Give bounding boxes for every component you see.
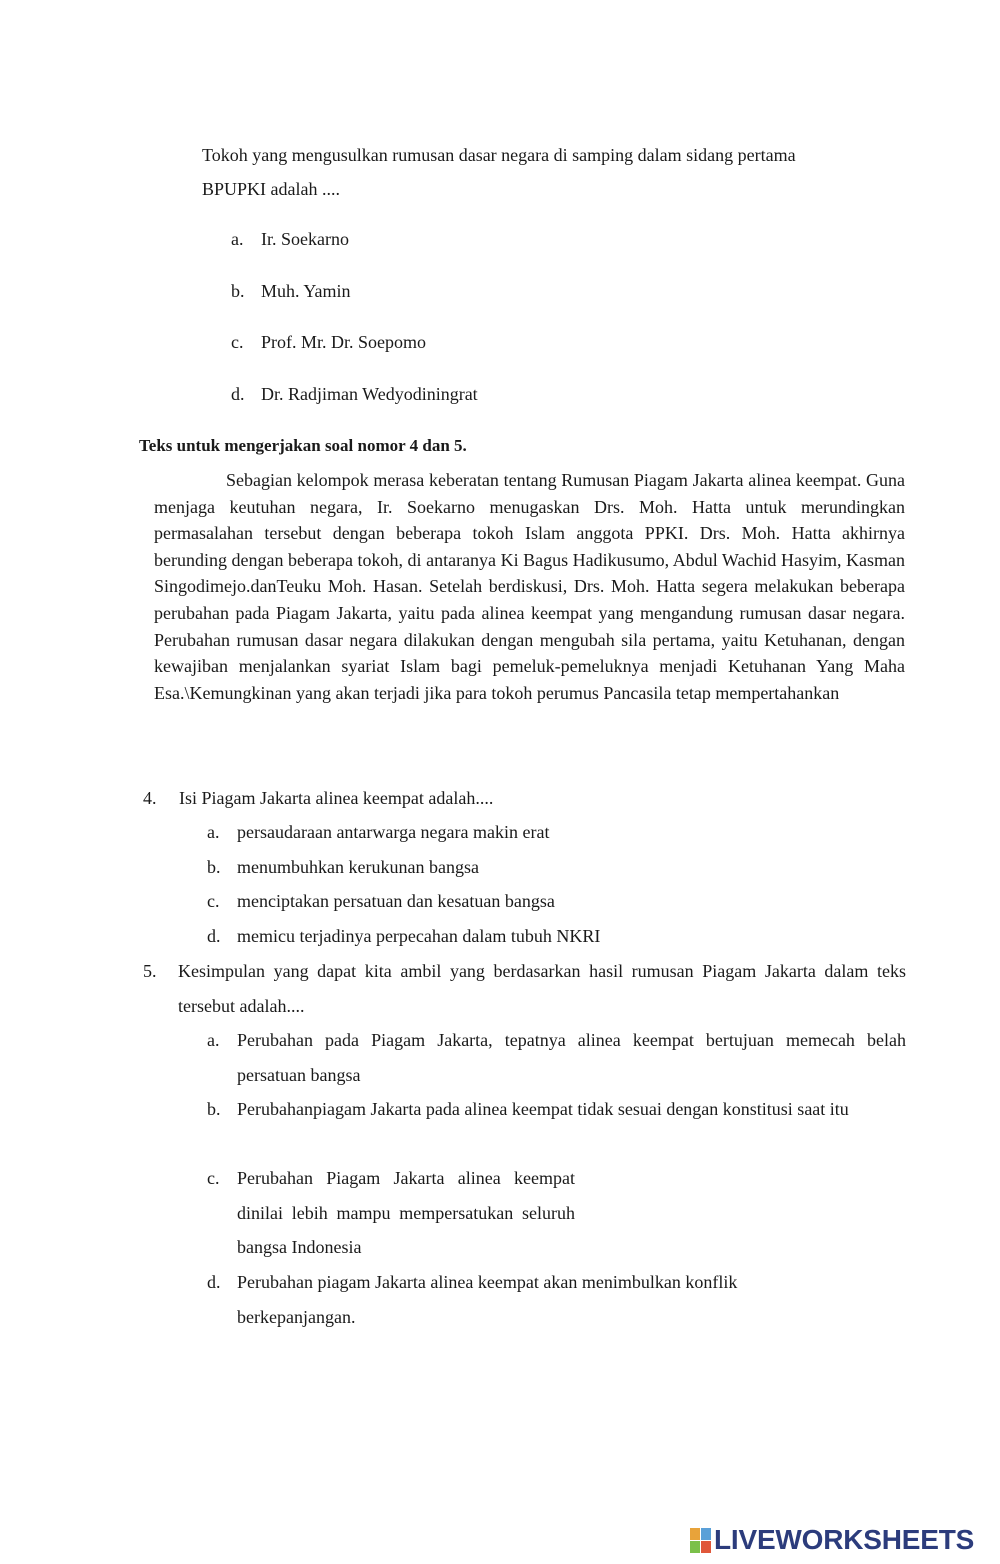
option-text: Muh. Yamin (261, 281, 351, 301)
option-text: menciptakan persatuan dan kesatuan bangsa (237, 891, 555, 911)
option-label: d. (231, 384, 245, 404)
reading-passage: Sebagian kelompok merasa keberatan tentang Rumusan Piagam Jakarta alinea keempat. Guna menjaga keutuhan negara, Ir. Soekarno menugaskan Drs. Moh. Hatta untuk merundingkan permasalahan tersebut dengan beberapa tokoh Islam anggota PPKI. Drs. Moh. Hatta akhirnya berunding dengan beberapa tokoh, di antaranya Ki Bagus Hadikusumo, Abdul Wachid Hasyim, Kasman Singodimejo.danTeuku Moh. Hasan. Setelah berdiskusi, Drs. Moh. Hatta segera melakukan beberapa perubahan pada Piagam Jakarta, yaitu pada alinea keempat yang mengandung rumusan dasar negara. Perubahan rumusan dasar negara dilakukan dengan mengubah sila pertama, yaitu Ketuhanan, dengan kewajiban menjalankan syariat Islam bagi pemeluk-pemeluknya menjadi Ketuhanan Yang Maha Esa.\Kemungkinan yang akan terjadi jika para tokoh perumus Pancasila tetap mempertahankan (154, 470, 905, 703)
question-5-option-a[interactable] (207, 1023, 906, 1092)
question-4-stem: Isi Piagam Jakarta alinea keempat adalah.... (179, 788, 494, 808)
question-3-stem-line-1: Tokoh yang mengusulkan rumusan dasar negara di samping dalam sidang pertama (202, 145, 796, 165)
option-text: Perubahan pada Piagam Jakarta, tepatnya alinea keempat bertujuan memecah belah persatuan bangsa (237, 1030, 906, 1085)
option-text: Perubahan piagam Jakarta alinea keempat akan menimbulkan konflik berkepanjangan. (237, 1272, 738, 1327)
option-text: Perubahan Piagam Jakarta alinea keempat dinilai lebih mampu mempersatukan seluruh bangsa Indonesia (237, 1168, 575, 1257)
liveworksheets-logo (690, 1520, 974, 1560)
option-text: Prof. Mr. Dr. Soepomo (261, 332, 427, 352)
option-label: c. (207, 891, 220, 911)
question-5-option-d[interactable] (207, 1265, 807, 1334)
reading-heading: Teks untuk mengerjakan soal nomor 4 dan 5. (139, 436, 467, 455)
option-label: d. (207, 1272, 221, 1292)
question-3-option-c[interactable] (231, 332, 426, 353)
logo-square-2 (701, 1528, 711, 1540)
question-3-stem-line-2: BPUPKI adalah .... (202, 179, 340, 199)
question-4-number: 4. (143, 788, 157, 808)
question-4-option-d[interactable] (207, 926, 600, 947)
logo-square-1 (690, 1528, 700, 1540)
question-3-stem (202, 138, 902, 206)
logo-square-3 (690, 1541, 700, 1553)
question-4-option-c[interactable] (207, 891, 555, 912)
option-label: a. (207, 1030, 220, 1050)
option-text: persaudaraan antarwarga negara makin erat (237, 822, 550, 842)
question-5-stem: Kesimpulan yang dapat kita ambil yang berdasarkan hasil rumusan Piagam Jakarta dalam teks tersebut adalah.... (178, 961, 906, 1016)
liveworksheets-logo-mark-icon (690, 1528, 711, 1553)
option-text: memicu terjadinya perpecahan dalam tubuh NKRI (237, 926, 601, 946)
question-3-option-b[interactable] (231, 281, 351, 302)
option-label: a. (207, 822, 220, 842)
option-text: Perubahanpiagam Jakarta pada alinea keempat tidak sesuai dengan konstitusi saat itu (237, 1099, 849, 1119)
question-5-option-c[interactable] (207, 1161, 577, 1265)
option-label: b. (231, 281, 245, 301)
option-label: d. (207, 926, 221, 946)
option-label: a. (231, 229, 244, 249)
option-label: b. (207, 1099, 221, 1119)
question-4-option-b[interactable] (207, 857, 479, 878)
option-label: c. (231, 332, 244, 352)
question-4-option-a[interactable] (207, 822, 550, 843)
question-5-option-b[interactable] (207, 1092, 906, 1127)
question-3-option-d[interactable] (231, 384, 478, 405)
option-text: Ir. Soekarno (261, 229, 349, 249)
option-text: Dr. Radjiman Wedyodiningrat (261, 384, 478, 404)
option-label: c. (207, 1168, 220, 1188)
liveworksheets-brand-text: LIVEWORKSHEETS (714, 1524, 975, 1555)
option-label: b. (207, 857, 221, 877)
question-3-option-a[interactable] (231, 229, 349, 250)
question-5-number: 5. (143, 961, 157, 981)
logo-square-4 (701, 1541, 711, 1553)
option-text: menumbuhkan kerukunan bangsa (237, 857, 479, 877)
